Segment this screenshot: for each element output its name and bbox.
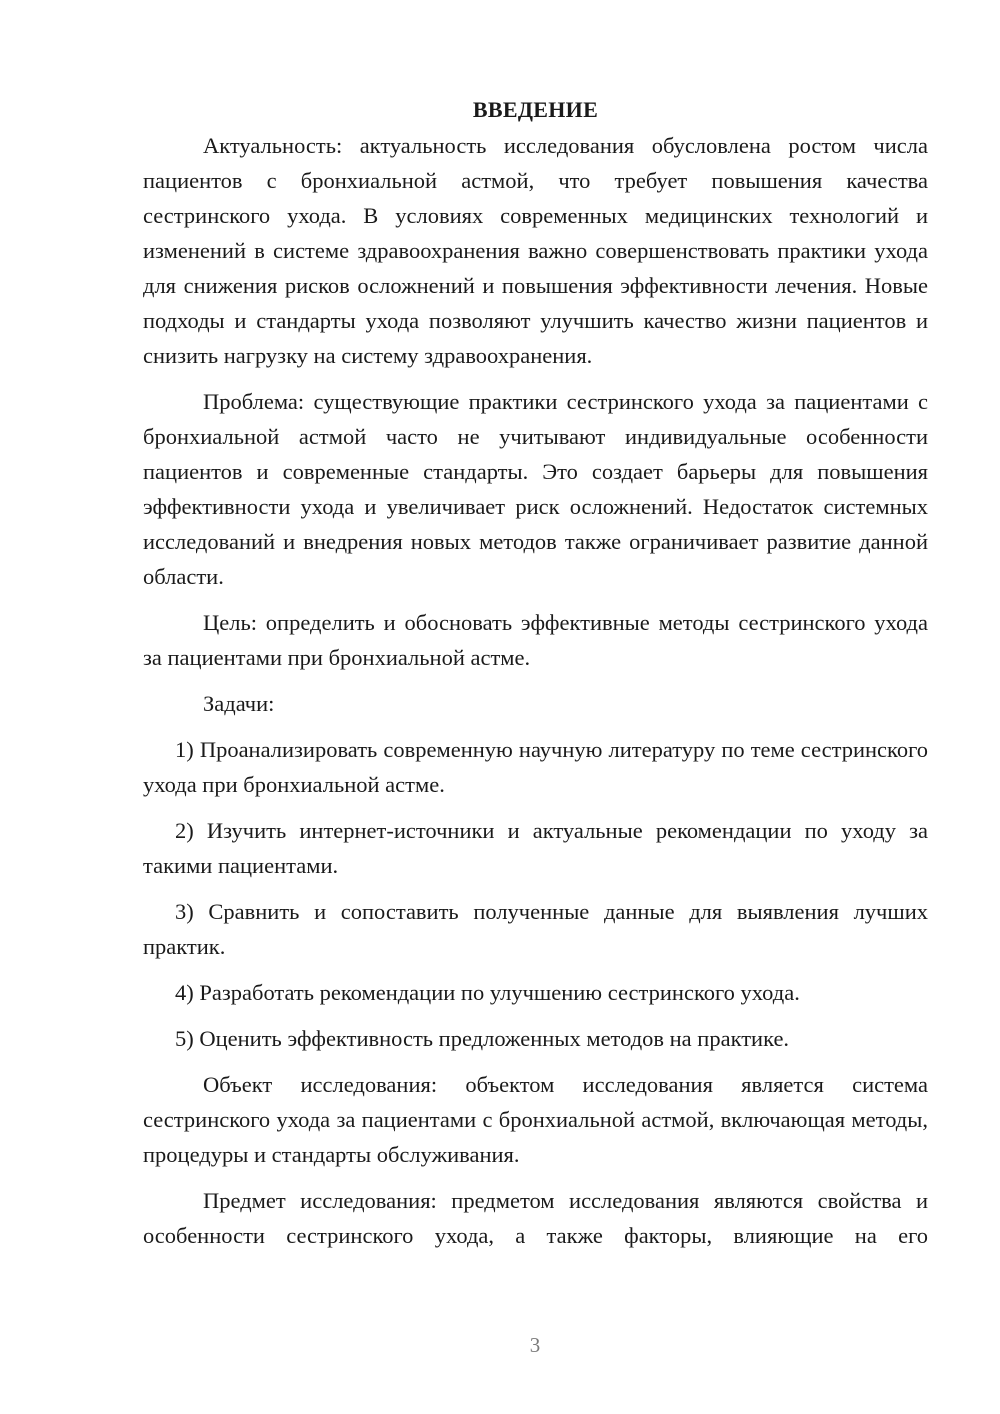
section-title: ВВЕДЕНИЕ [472, 97, 599, 122]
paragraph-problem: Проблема: существующие практики сестринского ухода за пациентами с бронхиальной астмой часто не учитывают индивидуальные особенности пациентов и современные стандарты. Это создает барьеры для повышения эффективности ухода и увеличивает риск осложнений. Недостаток системных исследований и внедрения новых методов также ограничивает развитие данной области. [143, 389, 928, 589]
tasks-heading: Задачи: [203, 691, 275, 716]
page-number: 3 [529, 1333, 541, 1357]
task-item-1: 1) Проанализировать современную научную литературу по теме сестринского ухода при бронхиальной астме. [143, 737, 928, 797]
task-item-2: 2) Изучить интернет-источники и актуальные рекомендации по уходу за такими пациентами. [143, 818, 928, 878]
task-item-5: 5) Оценить эффективность предложенных методов на практике. [175, 1026, 790, 1051]
task-item-4: 4) Разработать рекомендации по улучшению сестринского ухода. [175, 980, 800, 1005]
task-item-3: 3) Сравнить и сопоставить полученные данные для выявления лучших практик. [143, 899, 928, 959]
paragraph-object: Объект исследования: объектом исследования является система сестринского ухода за пациентами с бронхиальной астмой, включающая методы, процедуры и стандарты обслуживания. [143, 1072, 928, 1167]
paragraph-goal: Цель: определить и обосновать эффективные методы сестринского ухода за пациентами при бронхиальной астме. [143, 610, 928, 670]
document-page [143, 92, 928, 1253]
paragraph-relevance: Актуальность: актуальность исследования обусловлена ростом числа пациентов с бронхиальной астмой, что требует повышения качества сестринского ухода. В условиях современных медицинских технологий и изменений в системе здравоохранения важно совершенствовать практики ухода для снижения рисков осложнений и повышения эффективности лечения. Новые подходы и стандарты ухода позволяют улучшить качество жизни пациентов и снизить нагрузку на систему здравоохранения. [143, 133, 928, 368]
paragraph-subject: Предмет исследования: предметом исследования являются свойства и особенности сестринского ухода, а также факторы, влияющие на его [143, 1188, 928, 1248]
